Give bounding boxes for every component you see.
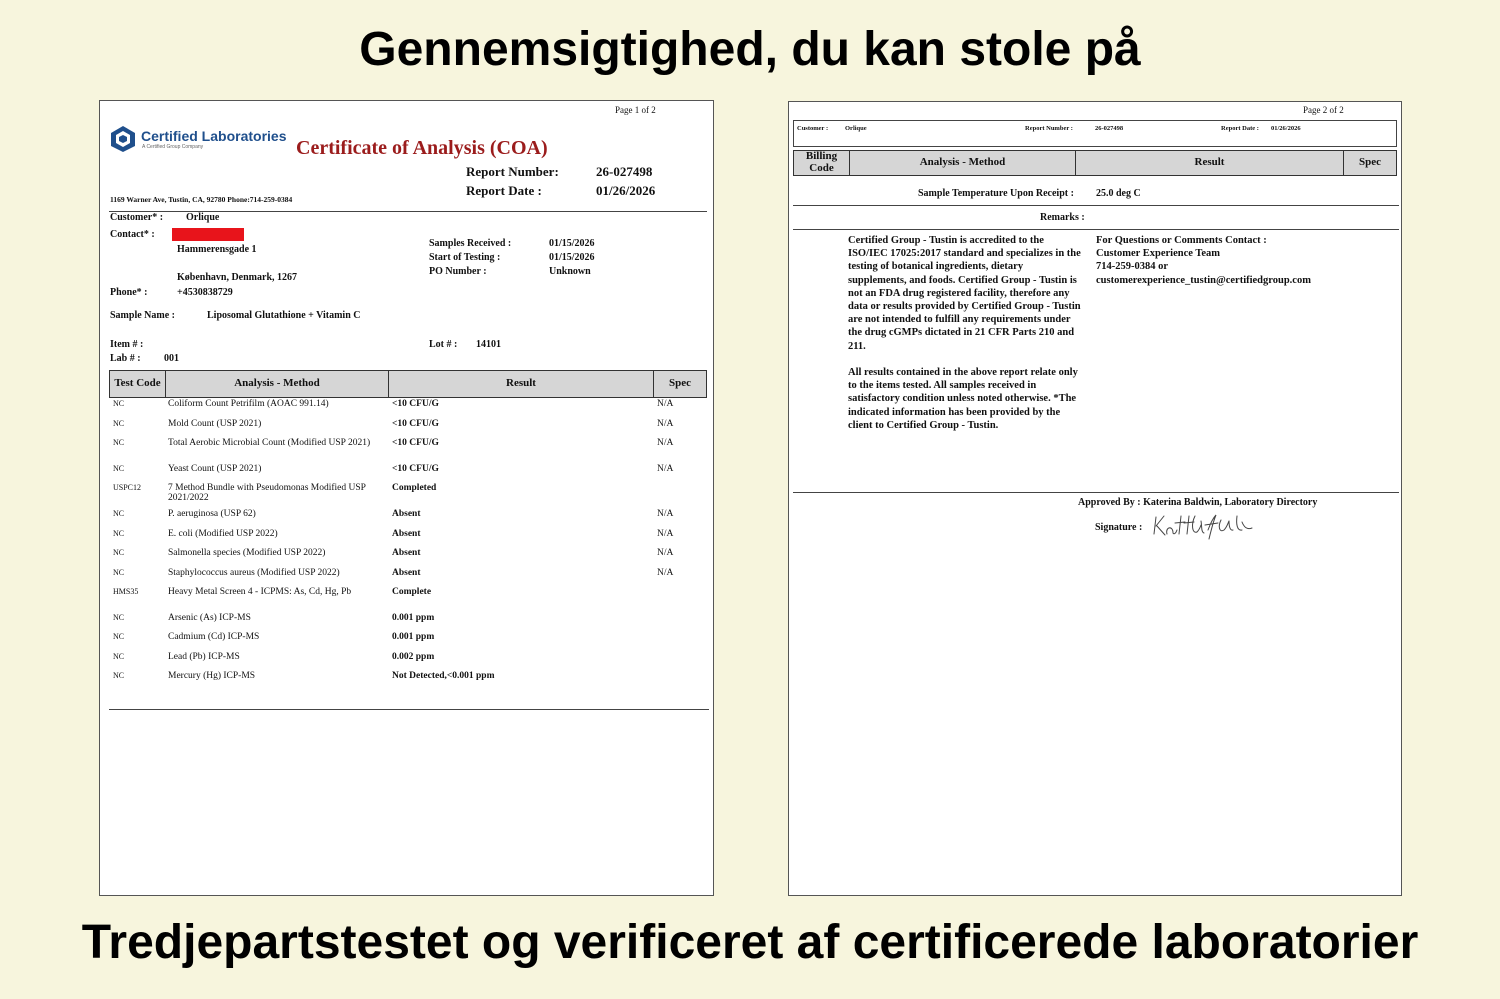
results-table-header bbox=[793, 150, 1397, 176]
column-header-method: Analysis - Method bbox=[850, 151, 1076, 175]
method-cell: Salmonella species (Modified USP 2022) bbox=[168, 548, 326, 558]
result-cell: 0.002 ppm bbox=[392, 652, 435, 662]
lot-label: Lot # : bbox=[429, 339, 458, 350]
headline-bottom: Tredjepartstestet og verificeret af certificerede laboratorier bbox=[81, 916, 1419, 969]
method-cell: 7 Method Bundle with Pseudomonas Modified USP 2021/2022 bbox=[168, 483, 366, 504]
test-code-cell: HMS35 bbox=[113, 587, 139, 596]
customer-label: Customer* : bbox=[110, 212, 164, 223]
report-info-box bbox=[793, 120, 1397, 147]
result-cell: Absent bbox=[392, 509, 421, 519]
customer-name: Orlique bbox=[845, 125, 867, 132]
po-number-label: PO Number : bbox=[429, 266, 487, 277]
report-date: 01/26/2026 bbox=[596, 183, 656, 198]
method-cell: Cadmium (Cd) ICP-MS bbox=[168, 632, 260, 642]
report-number: 26-027498 bbox=[1095, 125, 1124, 132]
column-header-spec: Spec bbox=[669, 377, 691, 390]
headline-top: Gennemsigtighed, du kan stole på bbox=[359, 23, 1141, 76]
redaction-bar bbox=[172, 228, 244, 241]
column-header-test-code: Test Code bbox=[110, 371, 166, 397]
temperature-label: Sample Temperature Upon Receipt : bbox=[918, 188, 1074, 199]
column-header-spec: Spec bbox=[1359, 156, 1381, 169]
lot-number: 14101 bbox=[476, 339, 501, 350]
result-cell: <10 CFU/G bbox=[392, 419, 439, 429]
logo-mark-icon bbox=[109, 125, 137, 153]
spec-cell: N/A bbox=[657, 568, 674, 578]
street-address: Hammerensgade 1 bbox=[177, 244, 257, 255]
spec-cell: N/A bbox=[657, 438, 674, 448]
divider bbox=[109, 709, 709, 710]
report-date-label: Report Date : bbox=[466, 183, 542, 198]
handwritten-signature bbox=[1151, 512, 1257, 545]
column-header-method: Analysis - Method bbox=[166, 371, 389, 397]
city-address: København, Denmark, 1267 bbox=[177, 272, 298, 283]
accreditation-statement: Certified Group - Tustin is accredited to the ISO/IEC 17025:2017 standard and specializes in the testing of botanical ingredients, dietary supplements, and foods. Certified Group - Tustin is not an FDA drug registered facility, therefore any data or results provided by Certified Group - Tustin are not intended to fulfill any requirements under the drug cGMPs dictated in 21 CFR Parts 210 and 211. bbox=[848, 235, 1081, 352]
method-cell: Mold Count (USP 2021) bbox=[168, 419, 262, 429]
result-cell: Completed bbox=[392, 483, 437, 493]
test-code-cell: NC bbox=[113, 568, 125, 577]
result-cell: Not Detected,<0.001 ppm bbox=[392, 671, 495, 681]
logo-subtitle: A Certified Group Company bbox=[142, 144, 204, 150]
test-code-cell: NC bbox=[113, 548, 125, 557]
page-number: Page 2 of 2 bbox=[1303, 105, 1344, 115]
test-code-cell: NC bbox=[113, 509, 125, 518]
result-cell: Absent bbox=[392, 568, 421, 578]
test-code-cell: USPC12 bbox=[113, 483, 142, 492]
coa-title: Certificate of Analysis (COA) bbox=[296, 137, 548, 159]
result-cell: <10 CFU/G bbox=[392, 464, 439, 474]
divider bbox=[793, 492, 1399, 493]
coa-page-2 bbox=[788, 101, 1402, 896]
customer-label: Customer : bbox=[797, 125, 829, 132]
lab-label: Lab # : bbox=[110, 353, 141, 364]
result-cell: <10 CFU/G bbox=[392, 399, 439, 409]
result-cell: 0.001 ppm bbox=[392, 613, 435, 623]
approved-by: Approved By : Katerina Baldwin, Laboratory Directory bbox=[1078, 497, 1318, 508]
method-cell: Staphylococcus aureus (Modified USP 2022) bbox=[168, 568, 340, 578]
report-date: 01/26/2026 bbox=[1271, 125, 1301, 132]
divider bbox=[793, 229, 1399, 230]
column-header-result: Result bbox=[1076, 151, 1344, 175]
spec-cell: N/A bbox=[657, 419, 674, 429]
phone-number: +4530838729 bbox=[177, 287, 233, 298]
samples-received-label: Samples Received : bbox=[429, 238, 512, 249]
test-code-cell: NC bbox=[113, 613, 125, 622]
column-header-billing-code: Billing Code bbox=[794, 151, 850, 175]
po-number: Unknown bbox=[549, 266, 591, 277]
column-header-result: Result bbox=[389, 371, 654, 397]
result-cell: Complete bbox=[392, 587, 432, 597]
method-cell: Lead (Pb) ICP-MS bbox=[168, 652, 240, 662]
test-code-cell: NC bbox=[113, 529, 125, 538]
method-cell: Heavy Metal Screen 4 - ICPMS: As, Cd, Hg, Pb bbox=[168, 587, 352, 597]
test-code-cell: NC bbox=[113, 438, 125, 447]
report-number-label: Report Number : bbox=[1025, 125, 1073, 132]
lab-number: 001 bbox=[164, 353, 179, 364]
results-note: All results contained in the above report relate only to the items tested. All samples received in satisfactory condition unless noted otherwise. *The indicated information has been provided by the client to Certified Group - Tustin. bbox=[848, 367, 1078, 431]
spec-cell: N/A bbox=[657, 464, 674, 474]
result-cell: <10 CFU/G bbox=[392, 438, 439, 448]
report-number: 26-027498 bbox=[596, 164, 653, 179]
result-cell: Absent bbox=[392, 548, 421, 558]
temperature-value: 25.0 deg C bbox=[1096, 188, 1141, 199]
remarks-label: Remarks : bbox=[1040, 212, 1085, 223]
logo-text: Certified Laboratories bbox=[141, 128, 287, 144]
coa-page-1 bbox=[99, 100, 714, 896]
sample-name-label: Sample Name : bbox=[110, 310, 175, 321]
divider bbox=[793, 205, 1399, 206]
spec-cell: N/A bbox=[657, 529, 674, 539]
phone-label: Phone* : bbox=[110, 287, 148, 298]
sample-name: Liposomal Glutathione + Vitamin C bbox=[207, 310, 361, 321]
test-code-cell: NC bbox=[113, 399, 125, 408]
method-cell: E. coli (Modified USP 2022) bbox=[168, 529, 278, 539]
test-code-cell: NC bbox=[113, 632, 125, 641]
method-cell: Mercury (Hg) ICP-MS bbox=[168, 671, 256, 681]
certified-laboratories-logo bbox=[109, 125, 137, 158]
test-code-cell: NC bbox=[113, 652, 125, 661]
test-code-cell: NC bbox=[113, 464, 125, 473]
start-testing: 01/15/2026 bbox=[549, 252, 595, 263]
page-number: Page 1 of 2 bbox=[615, 105, 656, 115]
method-cell: Coliform Count Petrifilm (AOAC 991.14) bbox=[168, 399, 329, 409]
method-cell: Total Aerobic Microbial Count (Modified USP 2021) bbox=[168, 438, 371, 448]
method-cell: Arsenic (As) ICP-MS bbox=[168, 613, 251, 623]
result-cell: 0.001 ppm bbox=[392, 632, 435, 642]
contact-label: Contact* : bbox=[110, 229, 155, 240]
method-cell: Yeast Count (USP 2021) bbox=[168, 464, 262, 474]
contact-block: For Questions or Comments Contact : Customer Experience Team 714-259-0384 or customerexperience_tustin@certifiedgroup.com bbox=[1096, 235, 1311, 286]
spec-cell: N/A bbox=[657, 548, 674, 558]
report-number-label: Report Number: bbox=[466, 164, 559, 179]
samples-received: 01/15/2026 bbox=[549, 238, 595, 249]
customer-name: Orlique bbox=[186, 212, 220, 223]
signature-label: Signature : bbox=[1095, 522, 1143, 533]
method-cell: P. aeruginosa (USP 62) bbox=[168, 509, 256, 519]
item-label: Item # : bbox=[110, 339, 144, 350]
start-testing-label: Start of Testing : bbox=[429, 252, 501, 263]
lab-address: 1169 Warner Ave, Tustin, CA, 92780 Phone:714-259-0384 bbox=[110, 195, 293, 204]
test-code-cell: NC bbox=[113, 419, 125, 428]
test-code-cell: NC bbox=[113, 671, 125, 680]
report-date-label: Report Date : bbox=[1221, 125, 1259, 132]
results-table-header bbox=[109, 370, 707, 398]
result-cell: Absent bbox=[392, 529, 421, 539]
spec-cell: N/A bbox=[657, 509, 674, 519]
spec-cell: N/A bbox=[657, 399, 674, 409]
